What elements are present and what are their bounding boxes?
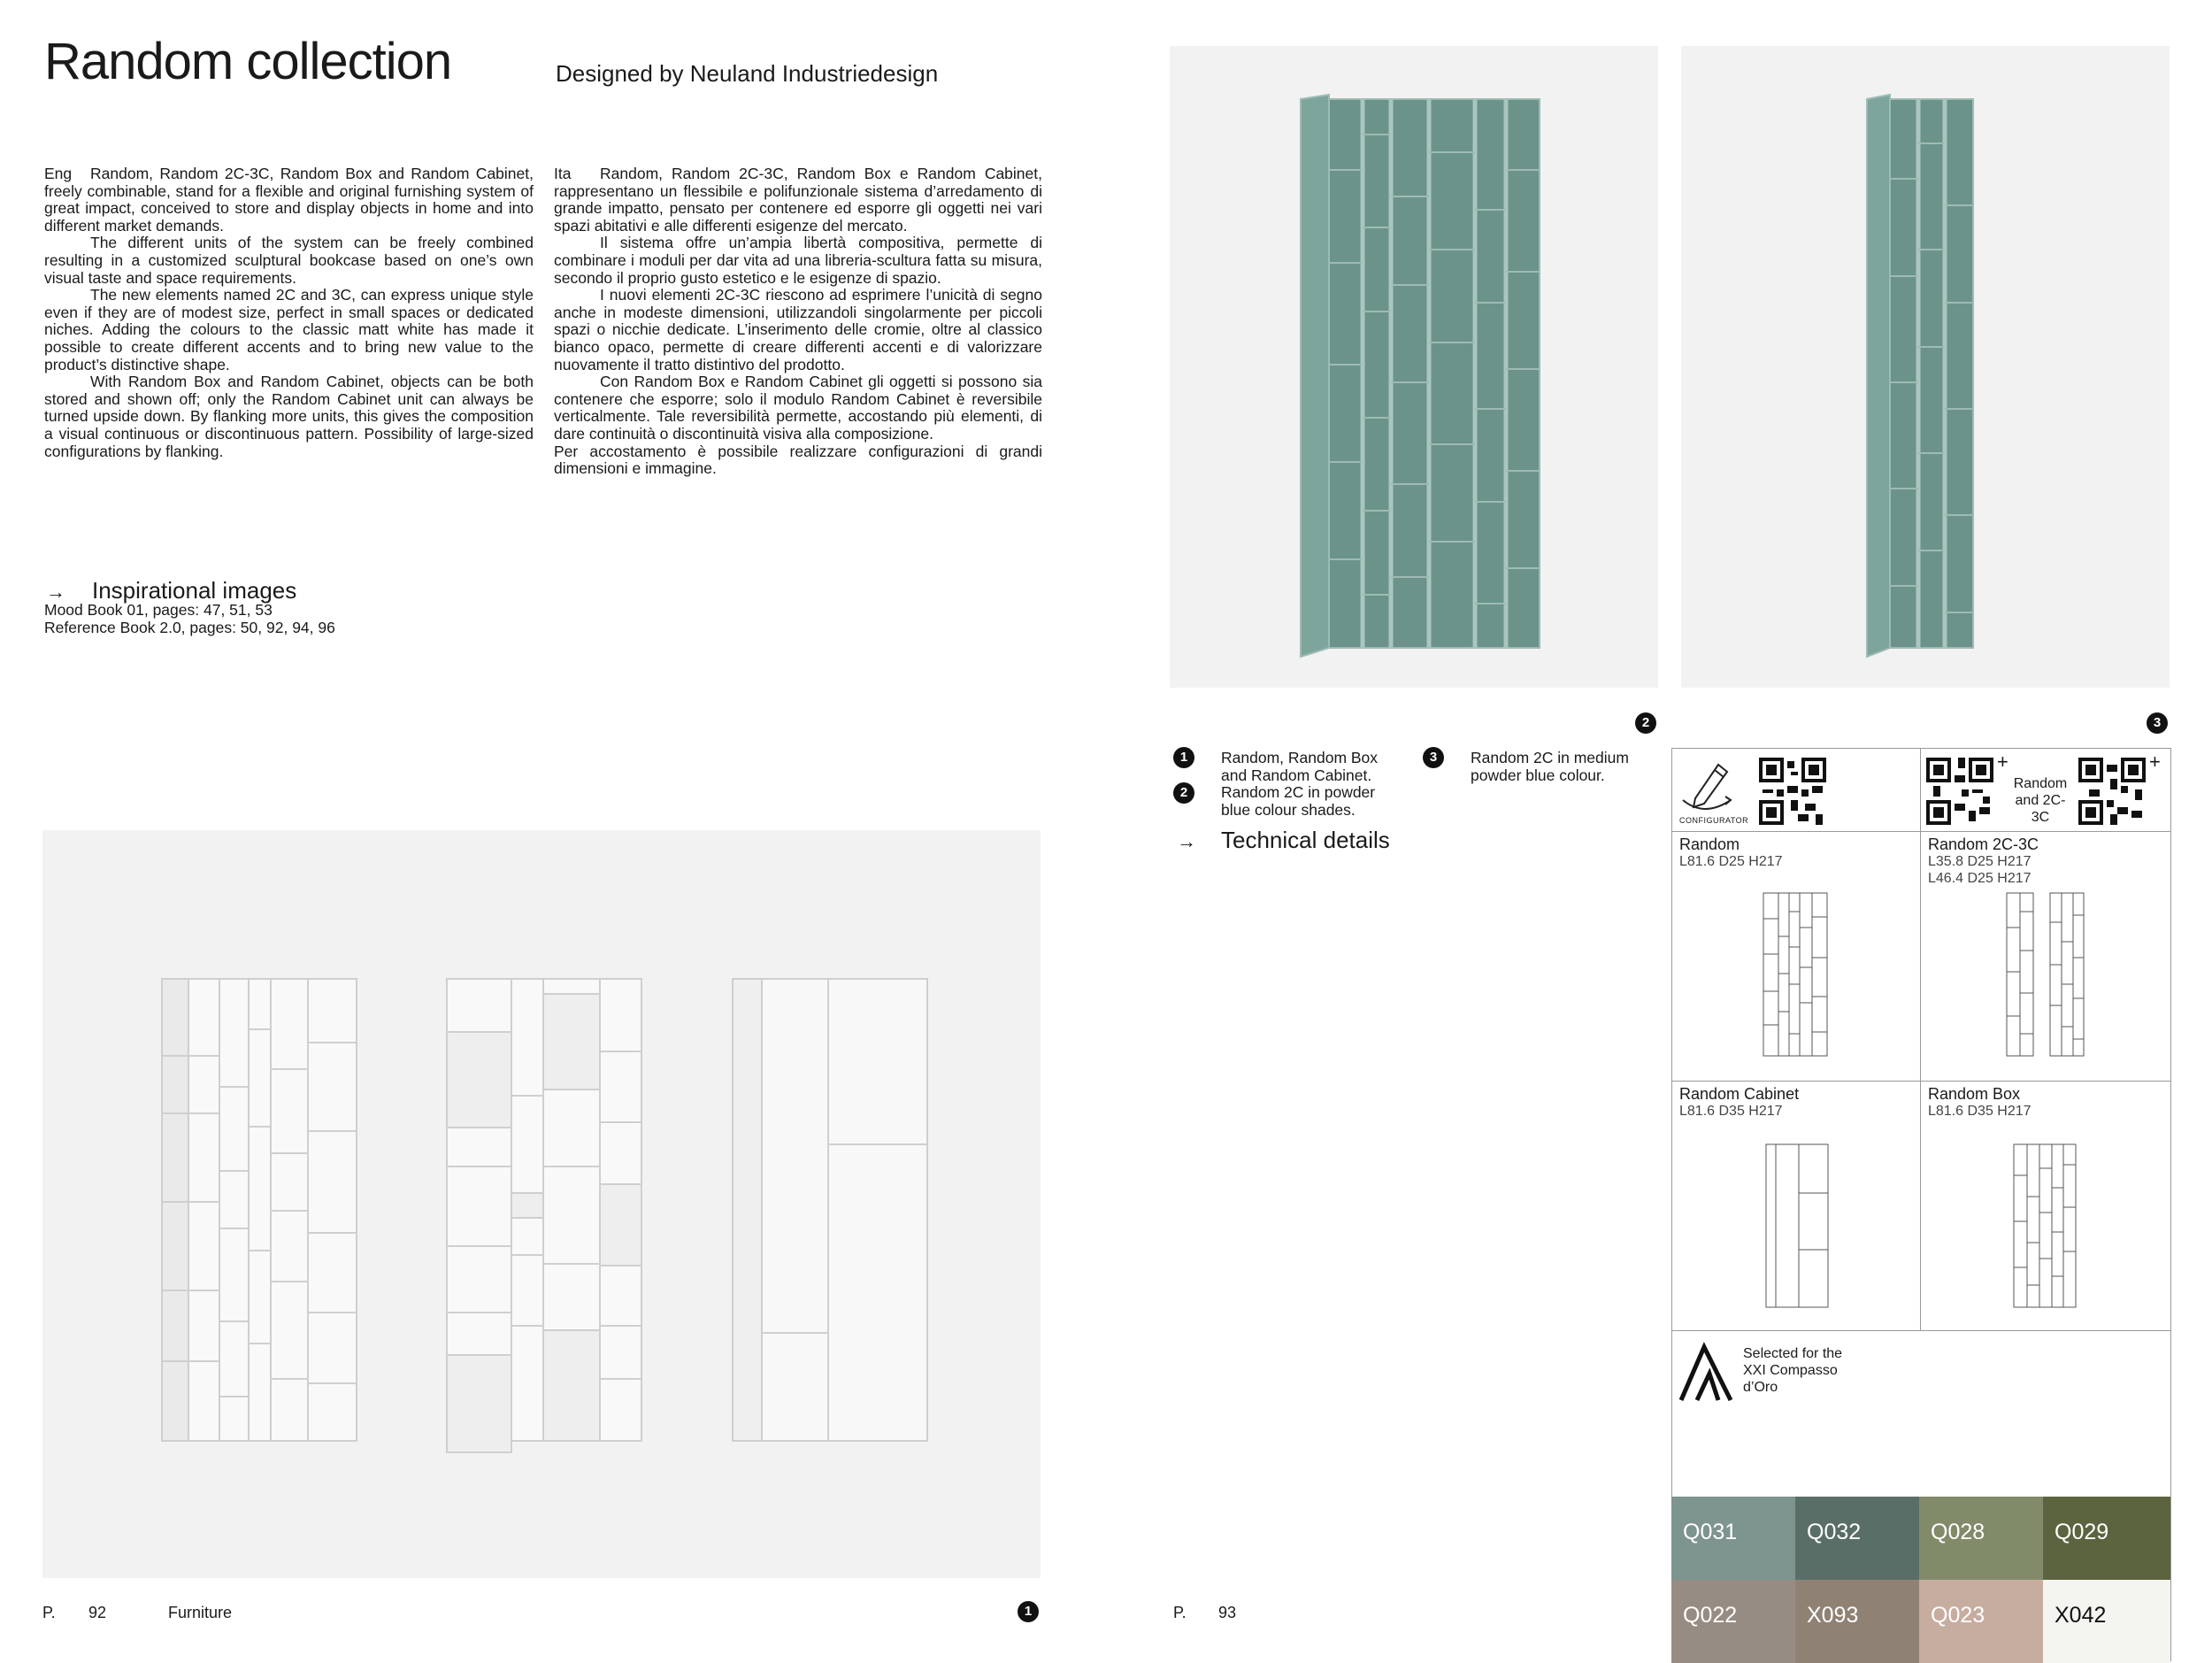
random-cabinet-drawing	[1765, 1143, 1829, 1310]
caption-1: Random, Random Box and Random Cabinet.	[1221, 749, 1379, 784]
swatch-code: Q032	[1807, 1520, 1862, 1544]
white-bookcases-photo	[42, 830, 1041, 1578]
eng-paragraph-1: Random, Random 2C-3C, Random Box and Random Cabinet, freely combinable, stand for a flexible and original furnishing system of great impact, conceived to store and display objects in home and into different market demands.	[44, 165, 534, 235]
page-prefix-left: P.	[42, 1604, 56, 1621]
ita-paragraph-5: Per accostamento è possibile realizzare configurazioni di grandi dimensioni e immagine.	[554, 442, 1042, 478]
plus-icon: +	[2149, 751, 2161, 773]
configurator-cell	[1672, 749, 1921, 832]
product-name: Random Cabinet	[1679, 1085, 1800, 1103]
swatch-code: Q028	[1931, 1520, 1985, 1544]
mood-book-ref: Mood Book 01, pages: 47, 51, 53	[44, 601, 273, 619]
ita-paragraph-3: I nuovi elementi 2C-3C riescono ad esprimere l’unicità di segno anche in modeste dimensioni, utilizzandoli singolarmente per piccoli spazi o nicchie dedicate. L’inserimento delle cromie, oltre al classico bianco opaco, permette di creare differenti accenti e di valorizzare nuovamente il tratto distintivo del prodotto.	[554, 286, 1042, 373]
swatch-code: X042	[2055, 1603, 2107, 1628]
compasso-doro-logo-icon	[1678, 1342, 1736, 1404]
photo-number-badge-1: 1	[1018, 1601, 1039, 1622]
random-qr-cell	[1921, 749, 2170, 832]
lang-label-ita: Ita	[554, 165, 572, 182]
product-dims: L35.8 D25 H217 L46.4 D25 H217	[1928, 854, 2032, 886]
swatch-code: Q022	[1683, 1603, 1738, 1628]
page-prefix-right: P.	[1173, 1604, 1187, 1621]
lang-label-eng: Eng	[44, 165, 73, 182]
reference-book-ref: Reference Book 2.0, pages: 50, 92, 94, 96	[44, 618, 335, 636]
swatch-x093[interactable]	[1795, 1580, 1919, 1663]
section-name: Furniture	[168, 1604, 233, 1621]
swatch-code: Q031	[1683, 1520, 1738, 1544]
qr-code-configurator[interactable]	[1759, 758, 1826, 825]
swatch-x042[interactable]	[2043, 1580, 2170, 1663]
pencil-icon[interactable]	[1678, 756, 1736, 818]
random-and-2c3c-label: Random and 2C-3C	[2013, 776, 2068, 825]
swatch-q029[interactable]	[2043, 1497, 2170, 1580]
swatch-q031[interactable]	[1671, 1497, 1795, 1580]
product-name: Random 2C-3C	[1928, 835, 2039, 853]
configurator-label: CONFIGURATOR	[1679, 816, 1749, 825]
caption-number-2: 2	[1173, 782, 1194, 804]
product-cell-random	[1672, 832, 1921, 1082]
random-2c3c-drawing	[2006, 892, 2085, 1059]
award-text: Selected for the XXI Compasso d’Oro	[1743, 1346, 1843, 1395]
designer-credit: Designed by Neuland Industriedesign	[556, 60, 939, 87]
swatch-code: X093	[1807, 1603, 1859, 1628]
inspirational-references	[44, 602, 335, 636]
inspirational-images-link[interactable]: Inspirational images	[92, 577, 297, 604]
eng-paragraph-3: The new elements named 2C and 3C, can express unique style even if they are of modest size, perfect in small spaces or dedicated niches. Adding the colours to the classic matt white has made it possible to create different accents and to bring new value to the product’s distinctive shape.	[44, 286, 534, 373]
product-cell-random-cabinet	[1672, 1082, 1921, 1331]
swatch-q023[interactable]	[1919, 1580, 2043, 1663]
swatch-q028[interactable]	[1919, 1497, 2043, 1580]
page-title: Random collection	[44, 33, 452, 90]
product-name: Random Box	[1928, 1085, 2021, 1103]
green-single-bookcase-photo	[1681, 46, 2170, 688]
ita-paragraph-1: Random, Random 2C-3C, Random Box e Random Cabinet, rappresentano un flessibile e polifunzionale sistema d’arredamento di grande impatto, pensato per contenere ed esporre gli oggetti nei vari spazi abitativi e alle differenti esigenze del mercato.	[554, 165, 1042, 235]
green-bookcases-illustration	[1170, 46, 1658, 688]
qr-code-random[interactable]	[1926, 758, 1993, 825]
white-bookcases-illustration	[42, 830, 1041, 1578]
arrow-right-icon: →	[1177, 830, 1196, 852]
product-cell-random-2c3c	[1921, 832, 2170, 1082]
italian-text	[554, 166, 1042, 478]
random-drawing	[1763, 892, 1828, 1059]
product-dims: L81.6 D35 H217	[1679, 1104, 1783, 1119]
page-number-right: 93	[1218, 1604, 1237, 1621]
product-cell-random-box	[1921, 1082, 2170, 1331]
caption-number-3: 3	[1423, 747, 1444, 768]
technical-details-link[interactable]: Technical details	[1221, 827, 1390, 853]
product-dims: L81.6 D35 H217	[1928, 1104, 2032, 1119]
award-cell	[1672, 1331, 2170, 1497]
qr-code-random-2c3c[interactable]	[2078, 758, 2146, 825]
swatch-code: Q023	[1931, 1603, 1985, 1628]
swatch-q022[interactable]	[1671, 1580, 1795, 1663]
photo-number-badge-2: 2	[1635, 712, 1656, 734]
swatch-code: Q029	[2055, 1520, 2109, 1544]
caption-number-1: 1	[1173, 747, 1194, 768]
color-swatches	[1671, 1497, 2170, 1663]
green-single-bookcase-illustration	[1681, 46, 2170, 688]
arrow-right-icon: →	[46, 581, 65, 603]
plus-icon: +	[1997, 751, 2008, 773]
swatch-q032[interactable]	[1795, 1497, 1919, 1580]
caption-3: Random 2C in medium powder blue colour.	[1471, 749, 1629, 784]
caption-2: Random 2C in powder blue colour shades.	[1221, 783, 1376, 819]
ita-paragraph-4: Con Random Box e Random Cabinet gli oggetti si possono sia contenere che esporre; solo il modulo Random Cabinet è reversibile verticalmente. Tale reversibilità permette, accostando più elementi, di dare continuità o discontinuità visiva alla composizione.	[554, 373, 1042, 443]
page-number-left: 92	[88, 1604, 107, 1621]
photo-number-badge-3: 3	[2147, 712, 2168, 734]
eng-paragraph-2: The different units of the system can be freely combined resulting in a customized sculptural bookcase based on one’s own visual taste and space requirements.	[44, 234, 534, 287]
english-text	[44, 166, 534, 460]
random-box-drawing	[2013, 1143, 2077, 1310]
product-name: Random	[1679, 835, 1740, 853]
green-bookcases-photo	[1170, 46, 1658, 688]
ita-paragraph-2: Il sistema offre un’ampia libertà compositiva, permette di combinare i moduli per dar vita ad una libreria-scultura fatta su misura, secondo il proprio gusto estetico e le esigenze di spazio.	[554, 234, 1042, 287]
eng-paragraph-4: With Random Box and Random Cabinet, objects can be both stored and shown off; only the Random Cabinet unit can always be turned upside down. By flanking more units, this gives the composition a visual continuous or discontinuous pattern. Possibility of large-sized configurations by flanking.	[44, 373, 534, 460]
product-dims: L81.6 D25 H217	[1679, 854, 1783, 869]
